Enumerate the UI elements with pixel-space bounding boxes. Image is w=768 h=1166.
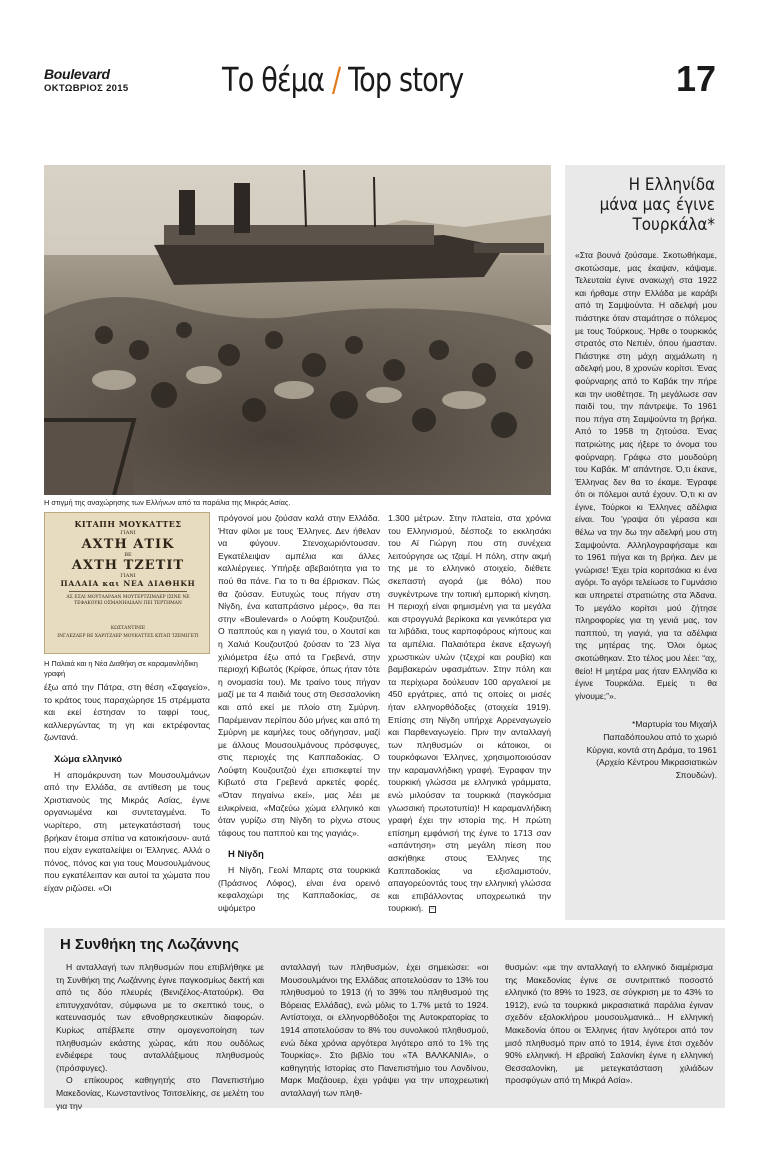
- end-of-article-icon: −: [430, 905, 434, 912]
- book-line: ΠΑΛΑΙΑ και ΝΕΑ ΔΙΑΘΗΚΗ: [60, 579, 196, 588]
- book-rule: [69, 591, 187, 592]
- sidebar-testimony: [565, 165, 725, 920]
- book-line: ΓΙΑΝΙ: [120, 530, 136, 536]
- column-1-intro: έξω από την Πάτρα, στη θέση «Σφαγείο», το κράτος τους παραχώρησε 15 στρέμματα και εκεί έστησαν το ταφρί τους, καλλιεργώντας τη γη και εκτρέφοντας ζωντανά.: [44, 682, 210, 743]
- book-line: ΙΝΓΛΕΖΛΕΡ ΒΕ ΧΑΡΙΤΖΛΕΡ ΜΟΥΚΑΤΤΕΣ ΚΙΤΑΠ ΤΖΕΜΙΓΕΤΙ: [57, 634, 199, 639]
- article-column-2: [218, 512, 380, 914]
- book-line: ΑΣ ΕΣΛΙ ΜΟΥΤΛΑΡΔΑΝ ΜΟΥΤΕΡΤΖΙΜΛΕΡ ΙΣΙΝΕ ΝΕ ΤΕΦΑΚΟΥΚΙ ΟΣΜΑΝΗΑΙΔΑΝ ΠΕΙ ΤΕΡΤΗΜΑΝ: [66, 595, 190, 606]
- box-column-1-text-2: Ο επίκουρος καθηγητής στο Πανεπιστήμιο Μακεδονίας, Κωνσταντίνος Τσιτσελίκης, σε μελέτη του για την: [56, 1075, 264, 1111]
- box-column-2-text: ανταλλαγή των πληθυσμών, έχει σημειώσει: «οι Μουσουλμάνοι της Ελλάδας αποτελούσαν το 13% του πληθυσμού το 1913 (ή το 39% του πληθυσμού της Βόρειας Ελλάδας), ενώ μόλις το 1.7% μετά το 1924. Αντίστοιχα, οι ελληνορθόδοξοι της Αυτοκρατορίας το 1914 αποτελούσαν το 8% του συνολικού πληθυσμού, ενώ δέκα χρόνια αργότερα λιγότερο από το 1% της Τουρκίας». Στο βιβλίο του «ΤΑ ΒΑΛΚΑΝΙΑ», ο καθηγητής Ιστορίας στο Πανεπιστήμιο του Λονδίνου, Μαρκ Μαζάουερ, έχει γράψει για την υποχρεωτική ανταλλαγή των πληθ-: [280, 962, 489, 1098]
- subheading-xoma-elliniko: Χώμα ελληνικό: [54, 753, 123, 765]
- book-line: ΚΙΤΑΠΗ ΜΟΥΚΑΤΤΕΣ: [74, 519, 182, 529]
- section-title: [222, 60, 463, 99]
- brand-logo: Boulevard: [44, 66, 110, 82]
- sidebar-title: Η Ελληνίδα μάνα μας έγινε Τουρκάλα*: [599, 175, 715, 234]
- box-column-3: [505, 961, 713, 1112]
- sidebar-note: *Μαρτυρία του Μιχαήλ Παπαδόπουλου από το χωριό Κύργια, κοντά στη Δράμα, το 1961 (Αρχείο Κέντρου Μικρασιατικών Σπουδών).: [586, 719, 717, 780]
- section-slash: /: [331, 60, 341, 99]
- box-column-1: [56, 961, 264, 1112]
- article-column-1: [44, 681, 210, 895]
- column-2-body-2: Η Νίγδη, Γεολί Μπαρτς στα τουρκικά (Πράσινος Λόφος), είναι ένα ορεινό κεφαλοχώρι της Καππαδοκίας, σε υψόμετρο: [218, 865, 380, 913]
- lausanne-treaty-box: [44, 928, 725, 1111]
- main-photo: [44, 165, 551, 495]
- box-column-1-text: Η ανταλλαγή των πληθυσμών που επιβλήθηκε με τη Συνθήκη της Λωζάννης έγινε παγκοσμίως δεκτή και από τις δύο πλευρές (Βενιζέλος-Ατατούρκ). Θα επιτυγχανόταν, σύμφωνα με το σκεπτικό τους, ο κατευνασμός των εθνοθρησκευτικών διαφορών. Κυρίως απέβλεπε στην ομογενοποίηση των πληθυσμών εκάστης χώρας, κάτι που ουδόλως ενδιέφερε τους ανταλλάξιμους πληθυσμούς (πρόσφυγες).: [56, 962, 264, 1073]
- book-image-caption: Η Παλαιά και η Νέα Διαθήκη σε καραμανλήδικη γραφή: [44, 659, 198, 678]
- section-title-en: Top story: [348, 60, 464, 99]
- article-column-3: [388, 512, 551, 915]
- sidebar-body: «Στα βουνά ζούσαμε. Σκοτωθήκαμε, σκοτώσαμε, μας έκαψαν, κάψαμε. Τελευταία έγινε ανακωχή στα 1922 και ήρθαμε στην Ελλάδα με καράβι από τη Σαμψούντα. Η αδελφή μου πιάστηκε όταν σταμάτησε ο πόλεμος με τους Τούρκους. Ήρθε ο τουρκικός στρατός στο Νεπιέν, όπου ήμασταν. Πιάστηκε στη μάχη αιχμάλωτη η αδελφή μου, 8 χρονών κορίτσι. Ένας φούρναρης από το Καβάκ την πήρε και την υιοθέτησε. Τη μεγάλωσε σαν παιδί του, την πάντρεψε. Το 1961 που πήγα στη Σαμψούντα τη βρήκα. Από το 1958 τη ζητούσα. Ένας πατριώτης μας ήξερε το όνομα του φούρναρη. Γράφω στο μουδούρη του Καβάκ. Μ' απάντησε. Ό,τι έκανε, Έλληνας δεν θα το έκαμε. Έγραφε ότι οι πόλεμοι αυτά έχουν. Ό,τι κι αν έγινε, Τούρκοι κι Έλληνες αδέλφια είναι. Του 'γραψα ότι γέρασα και θέλω να την δω την αδελφή μου στη Σαμψούντα. Αλληλογραφήσαμε και το 1961 πήγα και τη βρήκα. Δεν με γνώρισε! Έχει τρία κοριτσάκια κι ένα αγόρι. Το αγόρι τελείωσε το Γυμνάσιο και υπηρετεί στρατιώτης στα Άδανα. Το μεγάλο κορίτσι μού ζήτησε πληροφορίες για τη γενιά μας, τον παππού, τη γιαγιά, για τα αδέλφια της μητέρας της. Όλοι όμως σκοτώθηκαν. Στο τέλος μου λέει: “αχ, θείο! Η μητέρα μας ήταν Ελληνίδα κι έγινε Τουρκάλα. Εμείς τι θα γίνουμε;”».: [575, 250, 717, 701]
- box-title: Η Συνθήκη της Λωζάννης: [60, 936, 239, 953]
- book-line: ΑΧΤΗ ΑΤΙΚ: [81, 537, 175, 552]
- book-line: ΒΕ: [124, 552, 132, 558]
- book-line: ΚΩΣΤΑΝΤΙΝΙΕ: [110, 626, 146, 631]
- page-number: 17: [675, 58, 716, 99]
- refugees-harbour-photo: [44, 165, 551, 495]
- section-title-gr: Το θέμα: [222, 60, 325, 99]
- bible-title-page-image: [44, 512, 210, 654]
- book-line: ΓΙΑΝΙ: [120, 573, 136, 579]
- column-2-body: πρόγονοί μου ζούσαν καλά στην Ελλάδα. Ήταν φίλοι με τους Έλληνες. Δεν ήθελαν να φύγουν. Στενοχωριόντουσαν. Εγκατέλειψαν αμπέλια και άλλες καλλιέργειες. Υπήρξε αβεβαιότητα για το πού θα πάνε. Για το τι θα έβρισκαν. Πώς θα ζούσαν. Ευτυχώς τους πήγαν στη Νίγδη, ένα καταπράσινο μέρος», θα πει στην «Boulevard» ο Λούφτη Κουζουτζού. Ο παππούς και η γιαγιά του, ο Χουτσί και η Χαλιά Κουζουτζού ζούσαν το '23 λίγα χιλιόμετρα έξω από τα Γρεβενά, στην περιοχή Κιβωτός (Κρίφσε, όπως ήταν τότε η ονομασία του). Με τραίνο τους πήγαν μαζί με τα 4 παιδιά τους στη Θεσσαλονίκη και από εκεί με πλοίο στη Σμύρνη. Παρέμειναν περίπου δύο μήνες και από τη Σμύρνη με καμήλες τους οδήγησαν, μαζί με άλλους Μουσουλμάνους πρόσφυγες, στις περιοχές της Καππαδοκίας. Ο Λούφτη Κουζουτζού έχει επισκεφτεί την Κιβωτό στα Γρεβενά αρκετές φορές. «Όταν πηγαίνω εκεί», μας λέει με ειλικρίνεια, «Μαζεύω χώμα ελληνικό και όταν γυρίζω στη Νίγδη το ρίχνω στους τάφους του παππού και της γιαγιάς».: [218, 513, 380, 838]
- masthead: [44, 58, 716, 102]
- subheading-nigdi: Η Νίγδη: [228, 849, 264, 861]
- main-photo-caption: Η στιγμή της αναχώρησης των Ελλήνων από τα παράλια της Μικράς Ασίας.: [44, 498, 291, 507]
- issue-date: ΟΚΤΩΒΡΙΟΣ 2015: [44, 83, 129, 94]
- book-line: ΑΧΤΗ ΤΖΕΤΙΤ: [71, 558, 185, 573]
- box-column-2: [281, 961, 489, 1112]
- column-1-body: Η απομάκρυνση των Μουσουλμάνων από την Ελλάδα, σε αντίθεση με τους Χριστιανούς της Μικράς Ασίας, έγινε οργανωμένα και συντεταγμένα. Το νωρίτερο, στη μετεγκατάστασή τους βρήκαν έτοιμα σπίτια να κατοικήσουν- αυτά που είχαν εγκαταλείψει οι Έλληνες. Αλλά ο πόνος, πόνος και για τους Μουσουλμάνους που εγκατέλειπαν και αυτοί τα χώματα που είχαν ριζώσει. «Οι: [44, 769, 210, 893]
- column-3-body: 1.300 μέτρων. Στην πλατεία, στα χρόνια του Ελληνισμού, δέσποζε το εκκλησάκι του Αϊ Γιώργη που στη συνέχεια λειτούργησε ως τζαμί. Η πόλη, στην ακμή της με το ελληνικό στοιχείο, διέθετε σκεπαστή αγορά (με θόλο) που συγκέντρωνε την τοπική εμπορική κίνηση. Η περιοχή είναι φημισμένη για τα μεγάλα και στρογγυλά βερίκοκα και γενικότερα για τα λιβάδια, τους καρποφόρους κήπους και τα αμπέλια. Παλαιότερα έκανε εξαγωγή χρωστικών υλών (τζεχρί και ρουβία) και βαμβακερών υφασμάτων. Στην πόλη και τα περίχωρα δούλευαν 100 αργαλειοί με 450 εργάτριες, από τις οποίες οι μισές ήταν ελληνορθόδοξες (στοιχεία 1919). Επίσης στη Νίγδη υπήρχε Αρρεναγωγείο και Παρθεναγωγείο. Πριν την ανταλλαγή των πληθυσμών οι κάτοικοι, οι τουρκόφωνοι Έλληνες, χρησιμοποιούσαν την καραμανλήδικη γραφή. Έγραφαν την τουρκική γλώσσα με ελληνικά γράμματα, ενώ μιλούσαν τα τουρκικά (παγκόσμια γλωσσική πρωτοτυπία)! Η καραμανλήδικη γραφή έχει την ιστορία της. Η πρώτη επίσημη εμφάνισή της έγινε το 1713 σαν «απάντηση» στη μεγάλη πίεση που ασκήθηκε στους Έλληνες της Καππαδοκίας να εξισλαμιστούν, απαγορεύοντάς τους την ελληνική γλώσσα και επιβάλλοντας υποχρεωτικά την τουρκική.: [388, 513, 551, 914]
- box-column-3-text: θυσμών: «με την ανταλλαγή το ελληνικό διαμέρισμα της Μακεδονίας έγινε σε συντριπτικό ποσοστό ελληνικό (το 89% το 1923, σε σύγκριση με το 43% το 1912), ενώ τα τουρκικά μικρασιατικά παράλια έγιναν σχεδόν εξολοκλήρου μουσουλμανικά... Η ελληνική Μακεδονία όπου οι Έλληνες ήταν λιγότεροι από τον μισό πληθυσμό πριν από το 1914, έγινε έτσι σχεδόν 90% ελληνική. Η εβραϊκή Σαλονίκη έγινε η ελληνική Θεσσαλονίκη, με μετεγκατάσταση χιλιάδων προσφύγων από τη Μικρά Ασία».: [505, 962, 713, 1086]
